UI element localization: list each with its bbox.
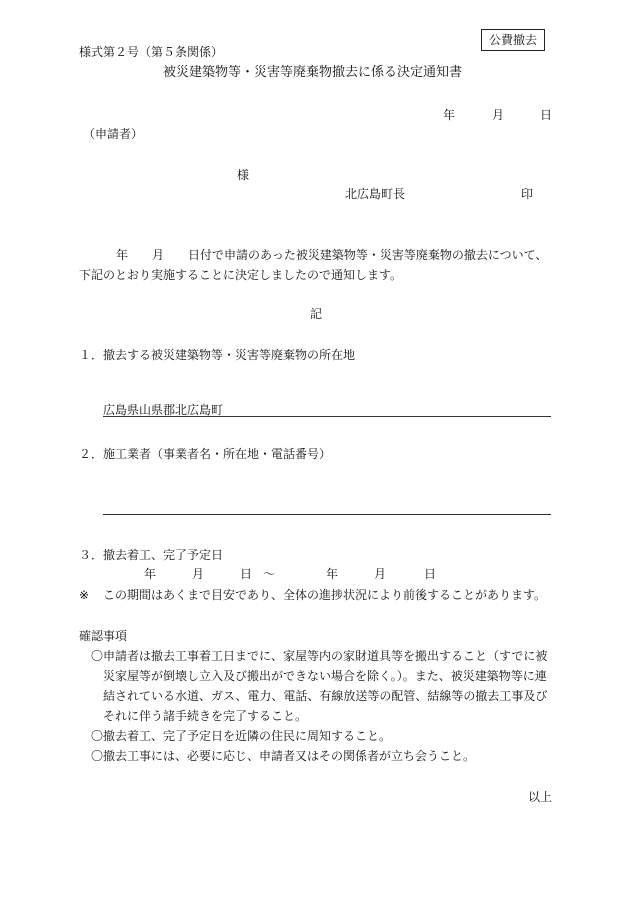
seal-mark: 印 [521,187,534,201]
honorific-sama: 様 [237,168,250,182]
end-year: 年 [326,567,339,581]
confirm-item-1-line-1: 〇申請者は撤去工事着工日までに、家屋等内の家財道具等を搬出すること（すでに被 [91,649,548,663]
public-demolition-stamp: 公費撤去 [481,29,545,51]
end-day: 日 [424,567,437,581]
item2-underline [103,514,551,515]
date-month: 月 [492,108,505,122]
intro-line-1: 年 月 日付で申請のあった被災建築物等・災害等廃棄物の撤去について、 [116,248,548,262]
confirm-item-1-line-4: それに伴う諸手続きを完了すること。 [103,709,308,723]
note-mark: ※ [79,588,90,602]
issuer-name: 北広島町長 [345,187,406,201]
end-month: 月 [374,567,387,581]
item1-location-value: 広島県山県郡北広島町 [103,403,224,417]
confirm-item-1-line-2: 災家屋等が倒壊し立入及び搬出ができない場合を除く。）。また、被災建築物等に連 [103,669,547,683]
date-day: 日 [540,108,553,122]
item2-heading: ２．施工業者（事業者名・所在地・電話番号） [79,447,332,461]
ki-marker: 記 [310,307,323,321]
start-year: 年 [144,567,157,581]
document-title: 被災建築物等・災害等廃棄物撤去に係る決定通知書 [163,65,463,80]
closing-ijou: 以上 [528,790,553,804]
start-day: 日 [240,567,253,581]
confirm-item-2: 〇撤去着工、完了予定日を近隣の住民に周知すること。 [91,729,392,743]
applicant-label: （申請者） [83,127,144,141]
item1-underline [103,416,551,417]
date-range-tilde: ～ [263,567,276,581]
item1-heading: １．撤去する被災建築物等・災害等廃棄物の所在地 [79,348,356,362]
form-number: 様式第２号（第５条関係） [79,45,224,59]
intro-line-2: 下記のとおり実施することに決定しましたので通知します。 [79,268,403,282]
confirm-item-3: 〇撤去工事には、必要に応じ、申請者又はその関係者が立ち会うこと。 [91,749,476,763]
confirm-item-1-line-3: 結されている水道、ガス、電力、電話、有線放送等の配管、結線等の撤去工事及び [103,689,548,703]
date-year: 年 [443,108,456,122]
item3-heading: ３．撤去着工、完了予定日 [79,548,224,562]
schedule-note: この期間はあくまで目安であり、全体の進捗状況により前後することがあります。 [103,588,547,602]
start-month: 月 [192,567,205,581]
confirm-heading: 確認事項 [79,629,128,643]
